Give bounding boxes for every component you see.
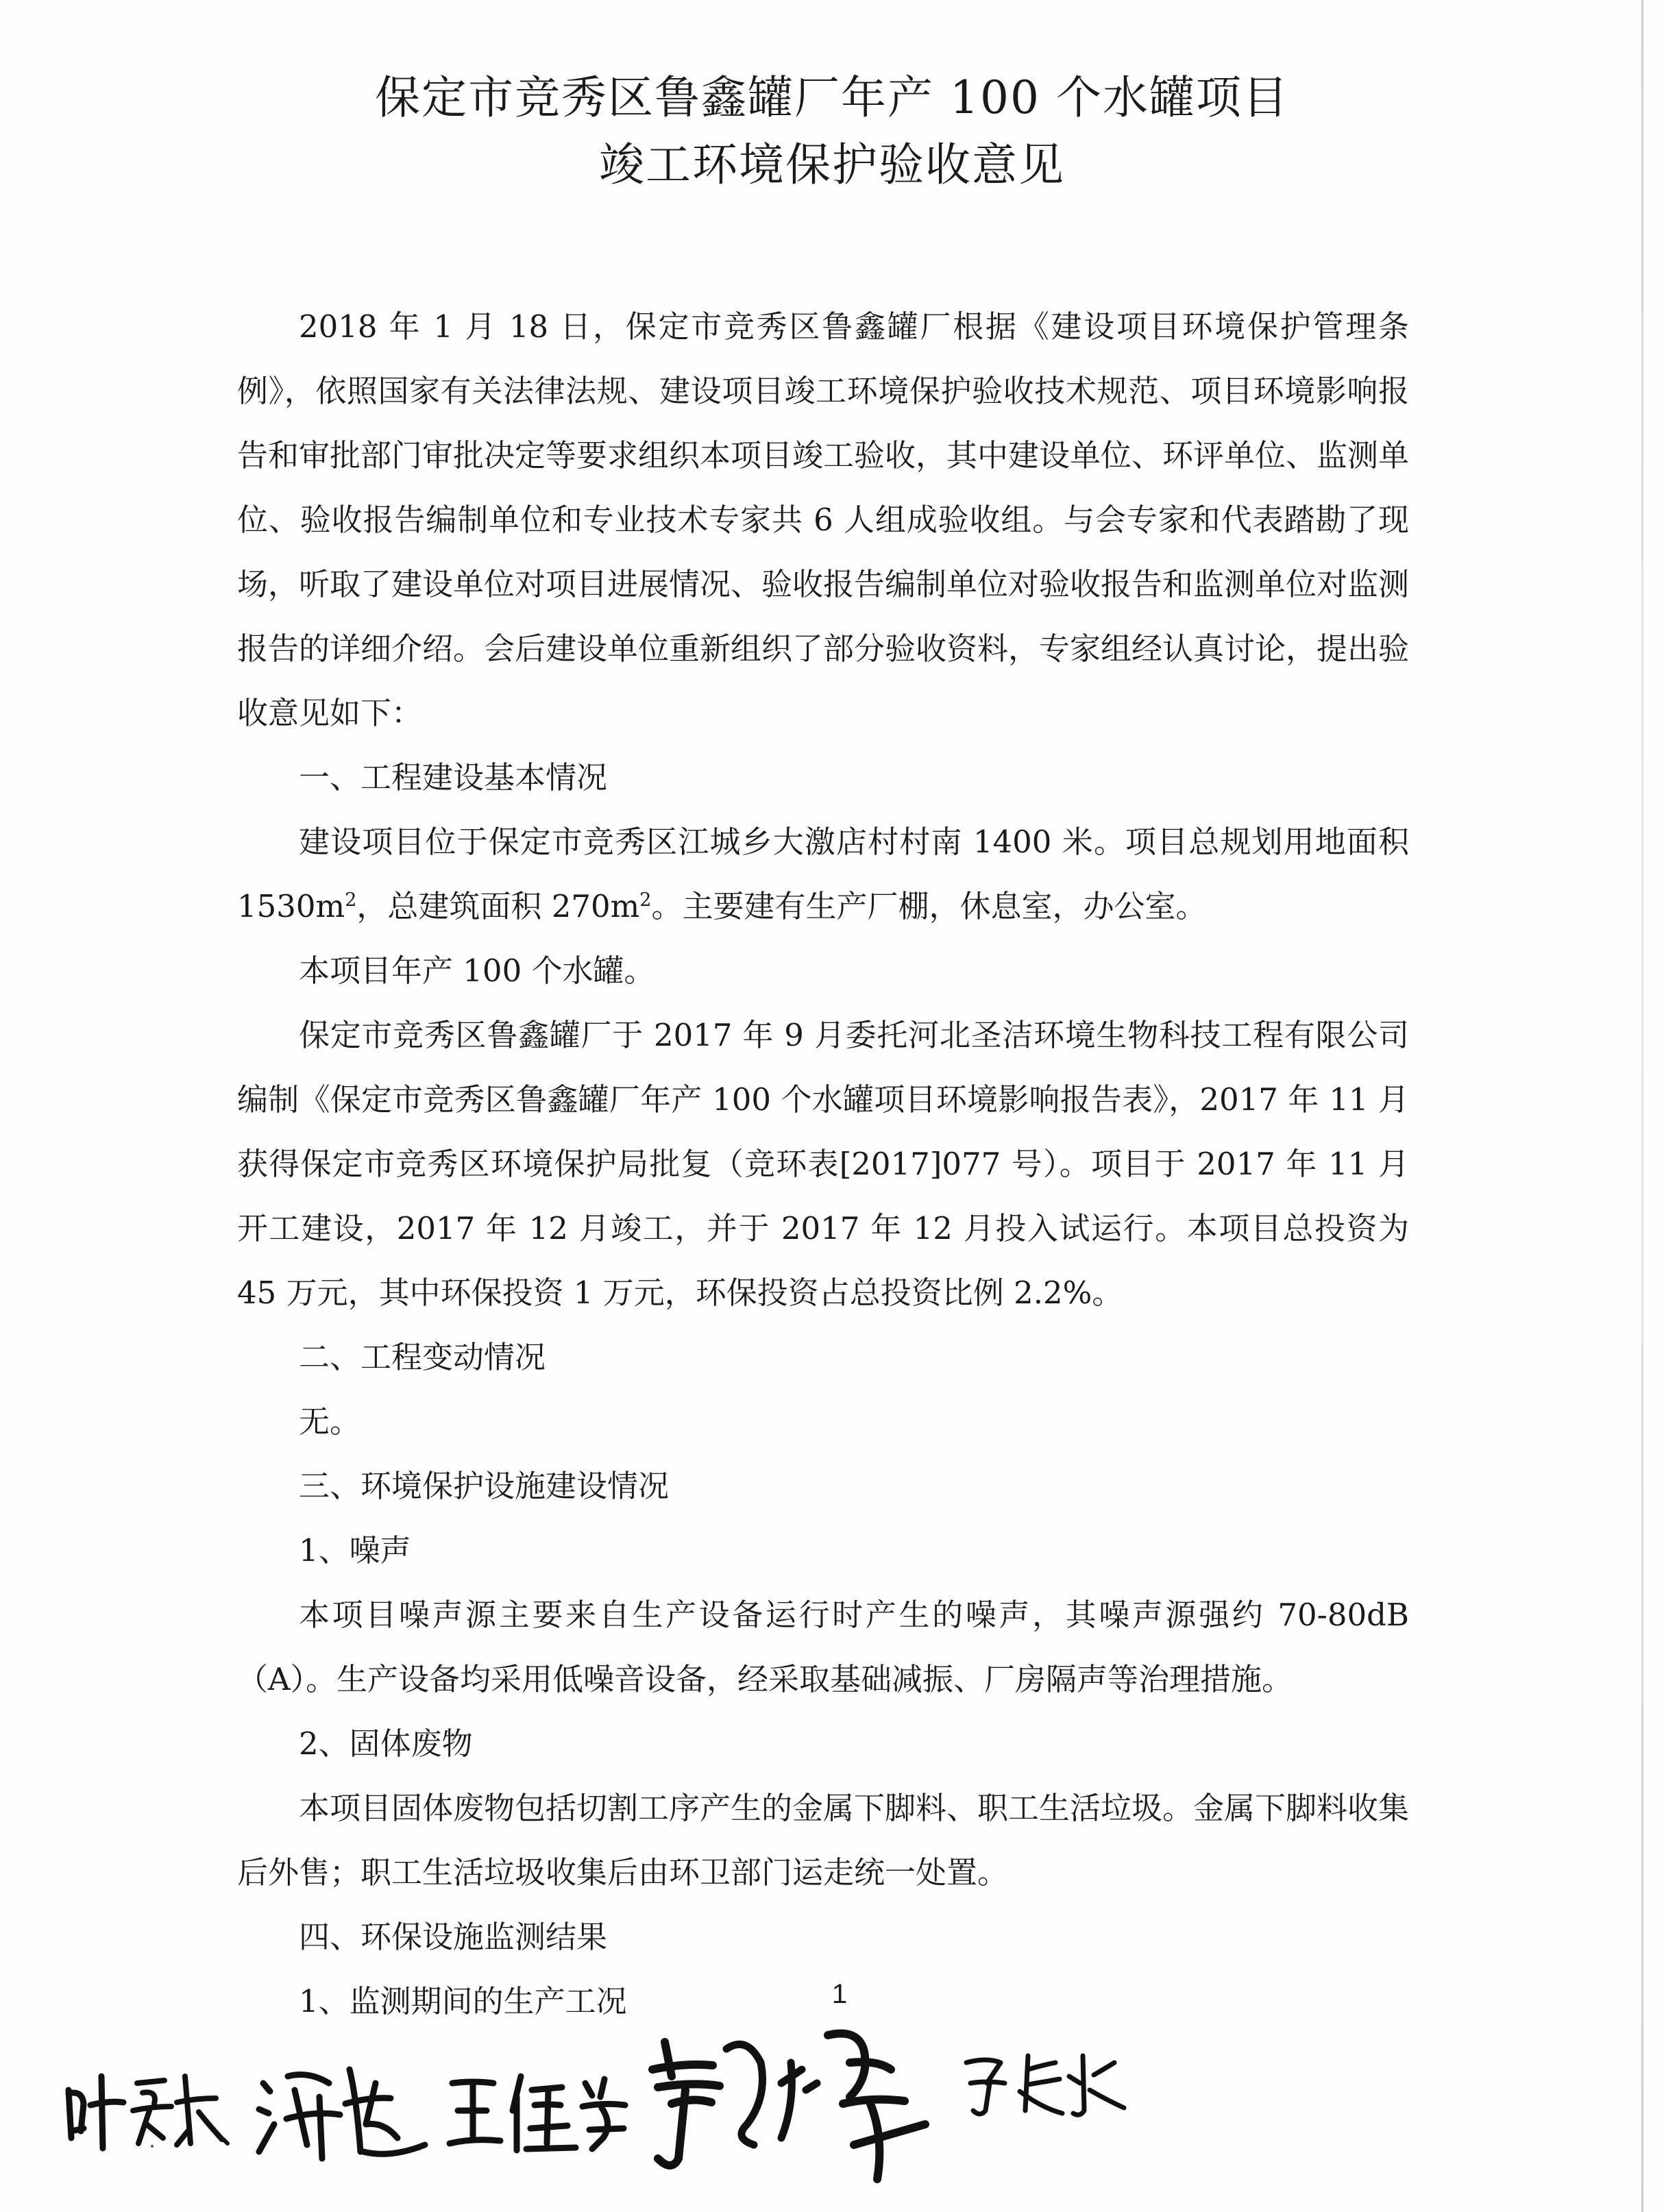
section-3-solid-waste-paragraph: 本项目固体废物包括切割工序产生的金属下脚料、职工生活垃圾。金属下脚料收集后外售；职工生活垃圾收集后由环卫部门运走统一处置。	[237, 1790, 1410, 1891]
document-title-line-1: 保定市竞秀区鲁鑫罐厂年产 100 个水罐项目	[375, 71, 1289, 124]
section-3-heading: 三、环境保护设施建设情况	[299, 1468, 670, 1504]
section-2-heading: 二、工程变动情况	[299, 1339, 546, 1375]
handwritten-signature-1	[62, 2063, 233, 2159]
section-1-paragraph-3: 保定市竞秀区鲁鑫罐厂于 2017 年 9 月委托河北圣洁环境生物科技工程有限公司编制《保定市竞秀区鲁鑫罐厂年产 100 个水罐项目环境影响报告表》，2017 年 11 月获得保定市竞秀区环境保护局批复（竞环表[2017]077 号）。项目于 2017 年 11 月开工建设，2017 年 12 月竣工，并于 2017 年 12 月投入试运行。本项目总投资为 45 万元，其中环保投资 1 万元，环保投资占总投资比例 2.2%。	[237, 1017, 1409, 1311]
handwritten-signature-2	[254, 2056, 432, 2172]
section-1-paragraph-1-part-b: ，总建筑面积 270m	[356, 888, 640, 924]
intro-paragraph: 2018 年 1 月 18 日，保定市竞秀区鲁鑫罐厂根据《建设项目环境保护管理条例》，依照国家有关法律法规、建设项目竣工环境保护验收技术规范、项目环境影响报告和审批部门审批决定等要求组织本项目竣工验收，其中建设单位、环评单位、监测单位、验收报告编制单位和专业技术专家共 6 人组成验收组。与会专家和代表踏勘了现场，听取了建设单位对项目进展情况、验收报告编制单位对验收报告和监测单位对监测报告的详细介绍。会后建设单位重新组织了部分验收资料，专家组经认真讨论，提出验收意见如下：	[237, 308, 1410, 731]
section-3-noise-paragraph: 本项目噪声源主要来自生产设备运行时产生的噪声，其噪声源强约 70-80dB（A）。生产设备均采用低噪音设备，经采取基础减振、厂房隔声等治理措施。	[237, 1597, 1409, 1697]
document-body	[237, 295, 1409, 2034]
section-4-heading: 四、环保设施监测结果	[299, 1919, 608, 1955]
section-1-paragraph-1	[237, 810, 1409, 939]
scan-edge-shadow	[1641, 0, 1643, 2212]
handwritten-signature-5	[959, 2042, 1145, 2124]
scan-speck	[151, 2145, 154, 2148]
section-3-subheading-noise: 1、噪声	[299, 1532, 411, 1569]
section-1-paragraph-2: 本项目年产 100 个水罐。	[299, 953, 655, 989]
section-3-subheading-solid-waste: 2、固体废物	[299, 1725, 473, 1762]
superscript-2-b: 2	[639, 889, 652, 911]
signature-row	[55, 2008, 1151, 2186]
page-number: 1	[831, 1979, 848, 2009]
section-4-subheading-conditions: 1、监测期间的生产工况	[299, 1983, 627, 2019]
superscript-2-a: 2	[345, 889, 357, 911]
section-1-paragraph-1-part-a: 建设项目位于保定市竞秀区江城乡大激店村村南 1400 米。项目总规划用地面积 1530m	[237, 824, 1409, 924]
section-1-paragraph-1-part-c: 。主要建有生产厂棚，休息室，办公室。	[651, 888, 1207, 924]
handwritten-signature-4	[644, 2021, 932, 2186]
section-1-heading: 一、工程建设基本情况	[299, 759, 608, 796]
handwritten-signature-3	[445, 2063, 631, 2165]
section-2-paragraph-1: 无。	[299, 1403, 361, 1440]
document-title-line-2: 竣工环境保护验收意见	[599, 138, 1065, 191]
